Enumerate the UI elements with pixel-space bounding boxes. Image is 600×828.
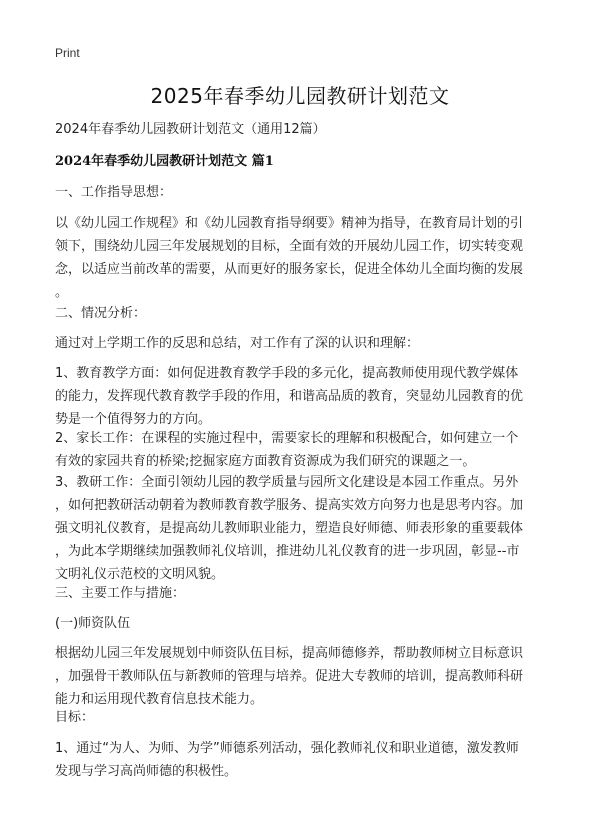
paragraph-line: 根据幼儿园三年发展规划中师资队伍目标，提高师德修养，帮助教师树立目标意识 xyxy=(55,646,524,661)
paragraph-line: 3、教研工作：全面引领幼儿园的教学质量与园所文化建设是本园工作重点。另外 xyxy=(55,475,519,490)
paragraph-parents xyxy=(55,427,555,473)
paragraph-line: 有效的家园共育的桥梁;挖掘家庭方面教育资源成为我们研究的课题之一。 xyxy=(55,454,476,469)
paragraph-teaching-staff xyxy=(55,642,555,711)
heading-situation-analysis: 二、情况分析： xyxy=(55,306,147,321)
paragraph-line: 文明礼仪示范校的文明风貌。 xyxy=(55,567,225,582)
paragraph-research xyxy=(55,471,555,586)
paragraph-line: 强文明礼仪教育，是提高幼儿教师职业能力，塑造良好师德、师表形象的重要载体 xyxy=(55,521,524,536)
paragraph-line: 发现与学习高尚师德的积极性。 xyxy=(55,764,238,779)
document-subtitle: 2024年春季幼儿园教研计划范文（通用12篇） xyxy=(55,122,326,137)
paragraph-line: 2、家长工作：在课程的实施过程中，需要家长的理解和积极配合，如何建立一个 xyxy=(55,431,519,446)
paragraph-reflection: 通过对上学期工作的反思和总结，对工作有了深的认识和理解： xyxy=(55,336,420,351)
paragraph-line: 领下，围绕幼儿园三年发展规划的目标，全面有效的开展幼儿园工作，切实转变观 xyxy=(55,239,524,254)
page-title: 2025年春季幼儿园教研计划范文 xyxy=(150,84,450,108)
paragraph-line: 的能力，发挥现代教育教学手段的作用，和谐高品质的教育，突显幼儿园教育的优 xyxy=(55,389,524,404)
paragraph-line: 以《幼儿园工作规程》和《幼儿园教育指导纲要》精神为指导，在教育局计划的引 xyxy=(55,216,524,231)
paragraph-teaching xyxy=(55,362,555,431)
paragraph-line: 1、教育教学方面：如何促进教育教学手段的多元化，提高教师使用现代教学媒体 xyxy=(55,366,519,381)
paragraph-line: 1、通过“为人、为师、为学”师德系列活动，强化教师礼仪和职业道德，激发教师 xyxy=(55,741,519,756)
paragraph-line: 。 xyxy=(55,285,69,300)
heading-teaching-staff: (一)师资队伍 xyxy=(55,616,131,631)
paragraph-goal-1 xyxy=(55,737,555,783)
paragraph-line: 能力和运用现代教育信息技术能力。 xyxy=(55,692,264,707)
paragraph-line: ，加强骨干教师队伍与新教师的管理与培养。促进大专教师的培训，提高教师科研 xyxy=(55,669,524,684)
heading-goals: 目标： xyxy=(55,710,95,725)
heading-guiding-ideology: 一、工作指导思想： xyxy=(55,185,173,200)
paragraph-line: 势是一个值得努力的方向。 xyxy=(55,412,212,427)
print-label[interactable]: Print xyxy=(55,46,80,60)
paragraph-line: ，为此本学期继续加强教师礼仪培训，推进幼儿礼仪教育的进一步巩固，彰显--市 xyxy=(55,544,520,559)
paragraph-line: 念，以适应当前改革的需要，从而更好的服务家长，促进全体幼儿全面均衡的发展 xyxy=(55,262,524,277)
paragraph-guiding-ideology xyxy=(55,212,555,304)
section-title: 2024年春季幼儿园教研计划范文 篇1 xyxy=(55,154,274,169)
heading-main-work: 三、主要工作与措施： xyxy=(55,586,186,601)
paragraph-line: ，如何把教研活动朝着为教师教育教学服务、提高实效方向努力也是思考内容。加 xyxy=(55,498,524,513)
